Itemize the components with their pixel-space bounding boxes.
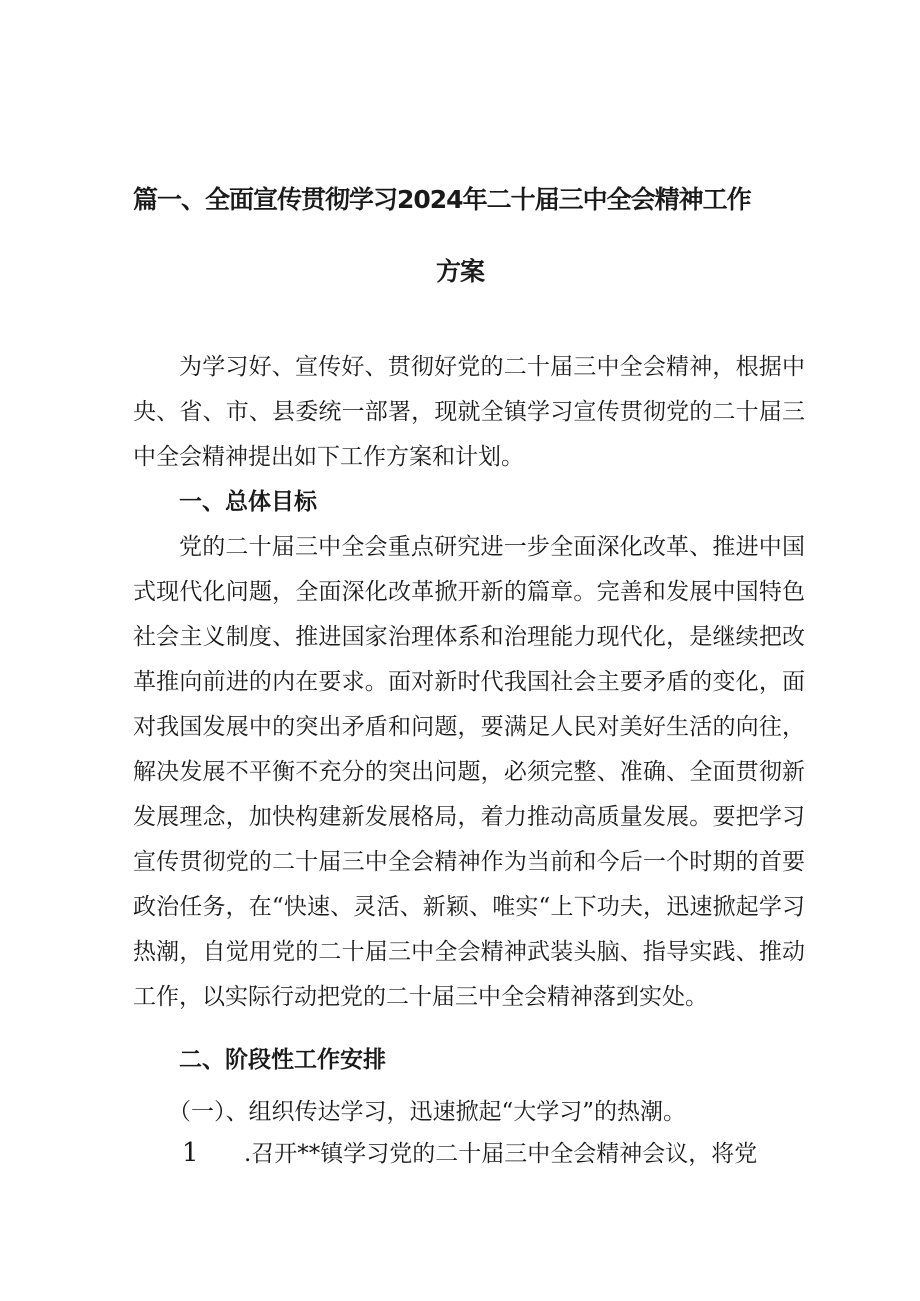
list-item-number: 1: [182, 1138, 199, 1168]
section-heading-phased-work: 二、阶段性工作安排: [179, 1047, 386, 1073]
section-heading-overall-goal: 一、总体目标: [179, 489, 317, 515]
subsection-heading: （一）、组织传达学习，迅速掀起“大学习”的热潮。: [168, 1099, 687, 1125]
list-item: [182, 1135, 757, 1168]
document-title: 篇一、全面宣传贯彻学习2024年二十届三中全会精神工作: [133, 185, 751, 214]
document-title-continued: 方案: [435, 257, 484, 286]
intro-paragraph: 为学习好、宣传好、贯彻好党的二十届三中全会精神，根据中央、省、市、县委统一部署，现就全镇学习宣传贯彻党的二十届三中全会精神提出如下工作方案和计划。: [133, 354, 805, 470]
list-item-text: .召开**镇学习党的二十届三中全会精神会议，将党: [244, 1141, 758, 1167]
section-body-overall-goal: 党的二十届三中全会重点研究进一步全面深化改革、推进中国式现代化问题，全面深化改革掀开新的篇章。完善和发展中国特色社会主义制度、推进国家治理体系和治理能力现代化，是继续把改革推向前进的内在要求。面对新时代我国社会主要矛盾的变化，面对我国发展中的突出矛盾和问题，要满足人民对美好生活的向往，解决发展不平衡不充分的突出问题，必须完整、准确、全面贯彻新发展理念，加快构建新发展格局，着力推动高质量发展。要把学习宣传贯彻党的二十届三中全会精神作为当前和今后一个时期的首要政治任务，在“快速、灵活、新颖、唯实“上下功夫，迅速掀起学习热潮，自觉用党的二十届三中全会精神武装头脑、指导实践、推动工作，以实际行动把党的二十届三中全会精神落到实处。: [133, 534, 805, 1010]
